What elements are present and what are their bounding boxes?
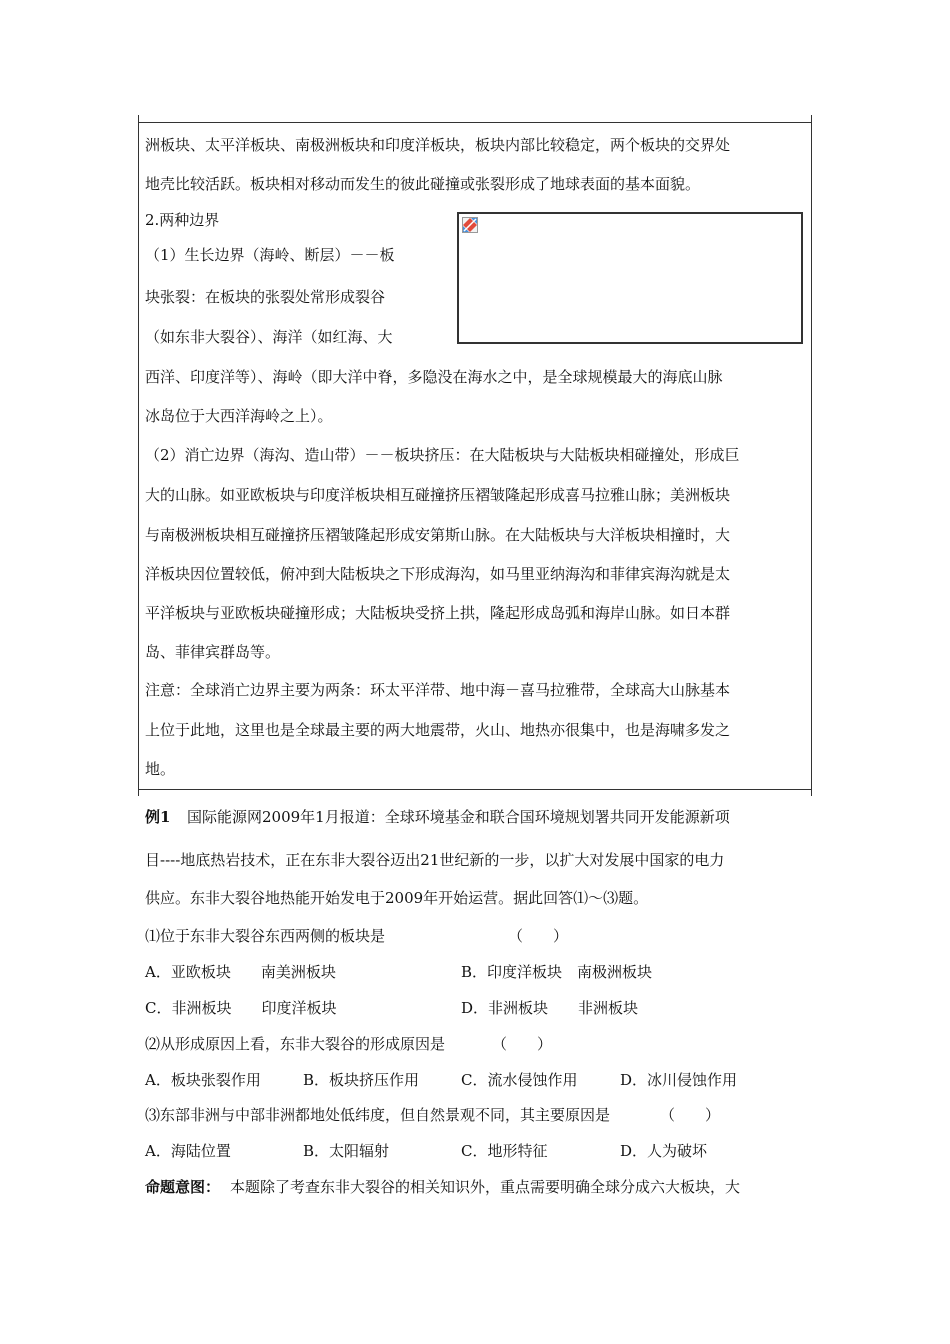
box-note: 注意：全球消亡边界主要为两条：环太平洋带、地中海－喜马拉雅带，全球高大山脉基本 xyxy=(145,681,731,699)
broken-image-icon xyxy=(462,217,478,233)
example-intro-line: 供应。东非大裂谷地热能开始发电于2009年开始运营。据此回答⑴～⑶题。 xyxy=(145,889,649,907)
frame-tick xyxy=(138,790,139,796)
box-line: 洋板块因位置较低，俯冲到大陆板块之下形成海沟，如马里亚纳海沟和菲律宾海沟就是太 xyxy=(145,565,731,583)
option-b: B．印度洋板块 南极洲板块 xyxy=(461,963,653,981)
box-line: 块张裂：在板块的张裂处常形成裂谷 xyxy=(145,288,386,306)
option-b: B．板块挤压作用 xyxy=(303,1071,420,1089)
box-line: （1）生长边界（海岭、断层）－－板 xyxy=(145,246,395,264)
example-intro-line: 国际能源网2009年1月报道：全球环境基金和联合国环境规划署共同开发能源新项 xyxy=(187,808,730,826)
box-line: 上位于此地，这里也是全球最主要的两大地震带，火山、地热亦很集中，也是海啸多发之 xyxy=(145,721,731,739)
option-a: A．板块张裂作用 xyxy=(145,1071,261,1089)
box-line: 平洋板块与亚欧板块碰撞形成；大陆板块受挤上拱，隆起形成岛弧和海岸山脉。如日本群 xyxy=(145,604,731,622)
box-line: 地。 xyxy=(145,760,176,778)
box-line: （如东非大裂谷）、海洋（如红海、大 xyxy=(145,328,393,346)
option-d: D．人为破坏 xyxy=(620,1142,708,1160)
option-c: C．地形特征 xyxy=(461,1142,548,1160)
option-d: D．冰川侵蚀作用 xyxy=(620,1071,738,1089)
option-c: C．流水侵蚀作用 xyxy=(461,1071,578,1089)
box-line: 西洋、印度洋等）、海岭（即大洋中脊，多隐没在海水之中，是全球规模最大的海底山脉 xyxy=(145,368,723,386)
frame-tick xyxy=(811,790,812,796)
box-line: 与南极洲板块相互碰撞挤压褶皱隆起形成安第斯山脉。在大陆板块与大洋板块相撞时，大 xyxy=(145,526,731,544)
box-line: （2）消亡边界（海沟、造山带）－－板块挤压：在大陆板块与大陆板块相碰撞处，形成巨 xyxy=(145,446,740,464)
question-stem: ⑵从形成原因上看，东非大裂谷的形成原因是 xyxy=(145,1035,446,1053)
answer-paren: （ ） xyxy=(508,927,569,945)
box-heading: 2.两种边界 xyxy=(145,211,220,229)
intent-label: 命题意图： xyxy=(145,1178,221,1196)
option-a: A．亚欧板块 南美洲板块 xyxy=(145,963,336,981)
answer-paren: （ ） xyxy=(492,1035,553,1053)
option-b: B．太阳辐射 xyxy=(303,1142,390,1160)
question-stem: ⑴位于东非大裂谷东西两侧的板块是 xyxy=(145,927,386,945)
box-line: 岛、菲律宾群岛等。 xyxy=(145,643,281,661)
option-c: C．非洲板块 印度洋板块 xyxy=(145,999,337,1017)
example-intro-line: 目----地底热岩技术，正在东非大裂谷迈出21世纪新的一步，以扩大对发展中国家的电力 xyxy=(145,851,725,869)
answer-paren: （ ） xyxy=(660,1106,721,1124)
option-d: D．非洲板块 非洲板块 xyxy=(461,999,639,1017)
option-a: A．海陆位置 xyxy=(145,1142,231,1160)
figure-placeholder xyxy=(457,212,803,344)
question-stem: ⑶东部非洲与中部非洲都地处低纬度，但自然景观不同，其主要原因是 xyxy=(145,1106,611,1124)
box-line: 大的山脉。如亚欧板块与印度洋板块相互碰撞挤压褶皱隆起形成喜马拉雅山脉；美洲板块 xyxy=(145,486,731,504)
box-line: 洲板块、太平洋板块、南极洲板块和印度洋板块，板块内部比较稳定，两个板块的交界处 xyxy=(145,136,731,154)
box-line: 冰岛位于大西洋海岭之上）。 xyxy=(145,407,333,425)
example-label: 例1 xyxy=(145,808,171,826)
box-line: 地壳比较活跃。板块相对移动而发生的彼此碰撞或张裂形成了地球表面的基本面貌。 xyxy=(145,175,701,193)
intent-text: 本题除了考查东非大裂谷的相关知识外，重点需要明确全球分成六大板块，大 xyxy=(230,1178,741,1196)
